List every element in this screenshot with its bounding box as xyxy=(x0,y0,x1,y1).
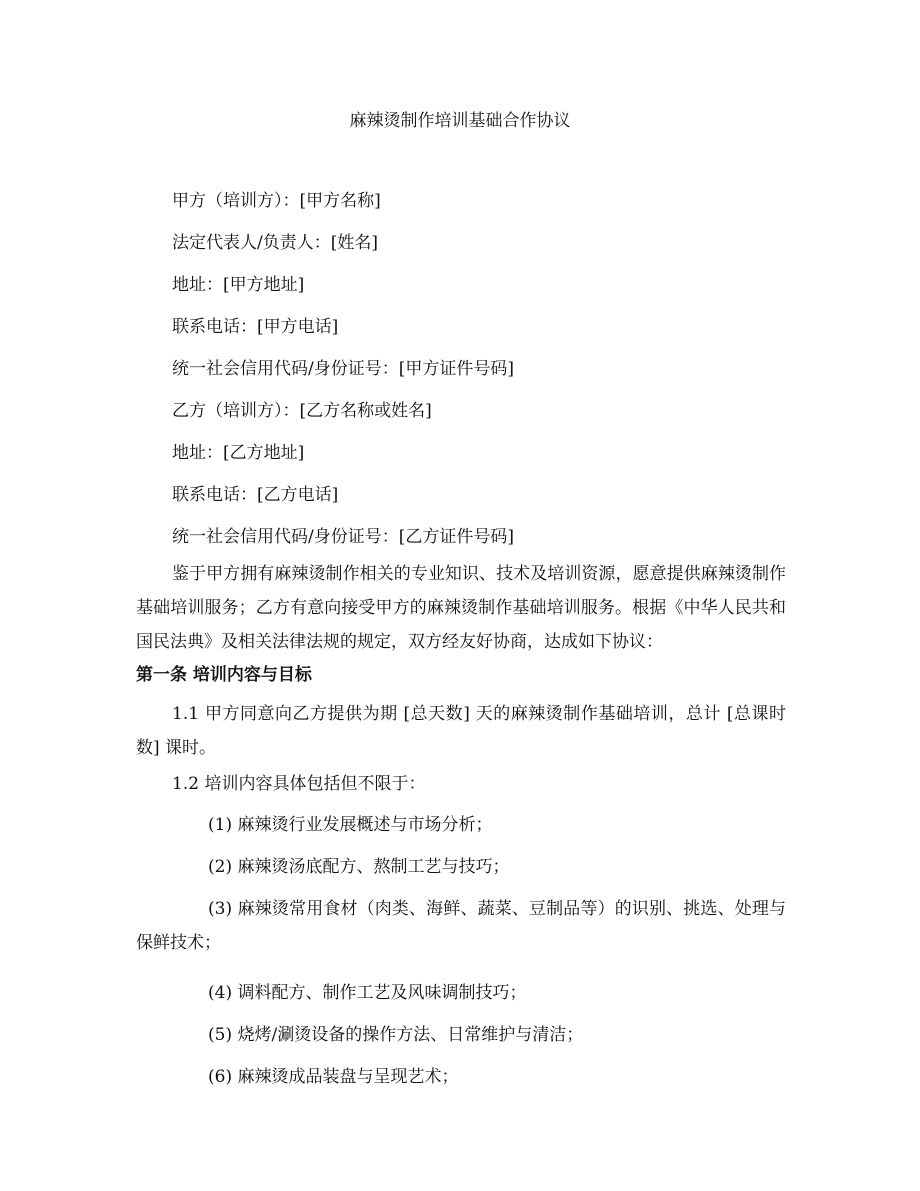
article-1-heading: 第一条 培训内容与目标 xyxy=(136,665,312,685)
party-b-name: 乙方（培训方）：[乙方名称或姓名] xyxy=(172,401,432,421)
party-b-id: 统一社会信用代码/身份证号：[乙方证件号码] xyxy=(172,527,514,547)
training-item-1: (1) 麻辣烫行业发展概述与市场分析； xyxy=(208,815,493,835)
document-title: 麻辣烫制作培训基础合作协议 xyxy=(349,111,571,131)
clause-1-2: 1.2 培训内容具体包括但不限于： xyxy=(172,774,426,794)
training-item-5: (5) 烧烤/涮烫设备的操作方法、日常维护与清洁； xyxy=(208,1025,584,1045)
preamble-paragraph: 鉴于甲方拥有麻辣烫制作相关的专业知识、技术及培训资源，愿意提供麻辣烫制作基础培训服务；乙方有意向接受甲方的麻辣烫制作基础培训服务。根据《中华人民共和国民法典》及相关法律法规的规定，双方经友好协商，达成如下协议： xyxy=(136,564,786,652)
training-item-2: (2) 麻辣烫汤底配方、熬制工艺与技巧； xyxy=(208,857,510,877)
training-item-6: (6) 麻辣烫成品装盘与呈现艺术； xyxy=(208,1067,459,1087)
party-a-name: 甲方（培训方）：[甲方名称] xyxy=(172,191,381,211)
party-b-address: 地址：[乙方地址] xyxy=(172,443,305,463)
party-a-id: 统一社会信用代码/身份证号：[甲方证件号码] xyxy=(172,359,514,379)
party-a-phone: 联系电话：[甲方电话] xyxy=(172,317,339,337)
party-a-representative: 法定代表人/负责人：[姓名] xyxy=(172,233,378,253)
training-item-4: (4) 调料配方、制作工艺及风味调制技巧； xyxy=(208,983,527,1003)
party-a-address: 地址：[甲方地址] xyxy=(172,275,305,295)
party-b-phone: 联系电话：[乙方电话] xyxy=(172,485,339,505)
clause-1-1: 1.1 甲方同意向乙方提供为期 [总天数] 天的麻辣烫制作基础培训，总计 [总课时数] 课时。 xyxy=(136,704,786,758)
training-item-3: (3) 麻辣烫常用食材（肉类、海鲜、蔬菜、豆制品等）的识别、挑选、处理与保鲜技术； xyxy=(136,899,786,953)
